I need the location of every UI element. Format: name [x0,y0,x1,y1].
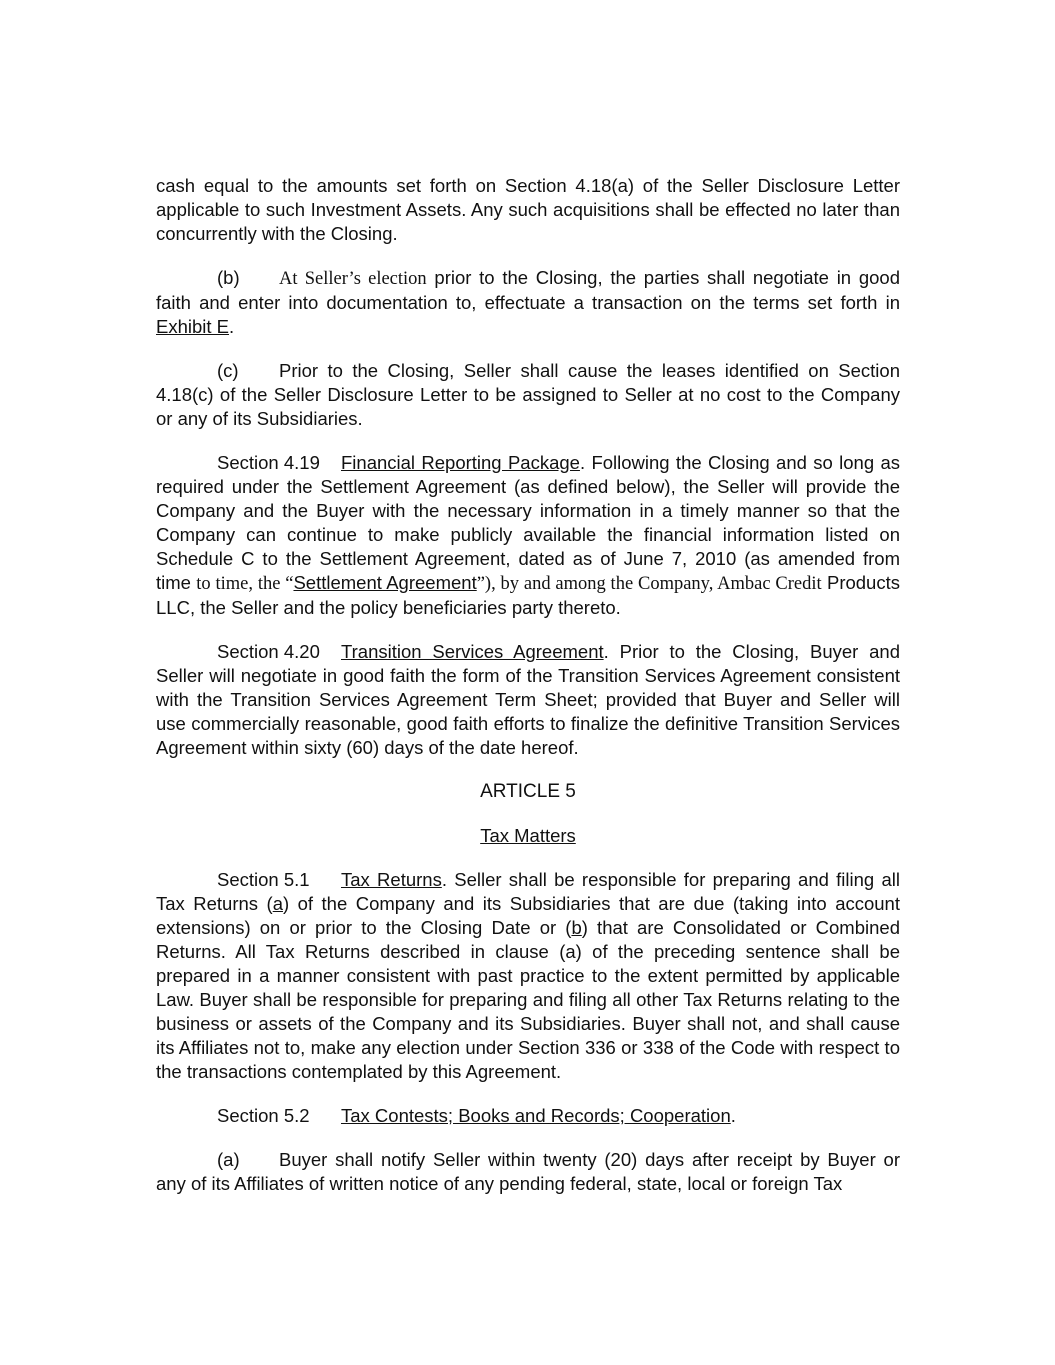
section-5-1 [156,868,900,1084]
paragraph-b [156,266,900,339]
section-title: Tax Contests; Books and Records; Cooperation [341,1105,731,1126]
paragraph-text: Products LLC, the Seller and the policy beneficiaries party thereto. [156,572,900,618]
clause-letter-b: b [571,917,582,938]
paragraph-text: . Prior to the Closing, Buyer and Seller will negotiate in good faith the form of the Transition Services Agreement consistent with the Transition Services Agreement Term Sheet; provided that Buyer and Seller will use commercially reasonable, good faith efforts to finalize the definitive Transition Services Agreement within sixty (60) days of the date hereof. [156,641,901,758]
paragraph-c [156,359,900,431]
clause-label: (c) [217,360,239,381]
section-number: Section 5.1 [217,869,310,890]
serif-text: ”), by and among the Company, Ambac Credit [476,574,822,594]
serif-text: to time, the “ [196,574,294,594]
paragraph-text: Prior to the Closing, Seller shall cause the leases identified on Section 4.18(c) of the Seller Disclosure Letter to be assigned to Seller at no cost to the Company or any of its Subsidiaries. [156,360,900,429]
clause-letter-a: a [272,893,283,914]
section-number: Section 4.19 [217,452,320,473]
paragraph-a [156,1148,900,1196]
article-title-text: Tax Matters [480,825,576,846]
paragraph-cash-equal [156,174,900,246]
section-number: Section 5.2 [217,1105,310,1126]
clause-label: (a) [217,1149,240,1170]
article-heading: ARTICLE 5 [480,781,576,802]
punctuation: . [229,316,235,337]
section-title: Transition Services Agreement [341,641,604,662]
document-page [156,174,900,1216]
paragraph-text: cash equal to the amounts set forth on Section 4.18(a) of the Seller Disclosure Letter applicable to such Investment Assets. Any such acquisitions shall be effected no later than concurrently with the Closing. [156,175,900,244]
section-title: Financial Reporting Package [341,452,580,473]
serif-text: At Seller’s election [279,269,427,289]
paragraph-text: . Following the Closing and so long as required under the Settlement Agreement (as defined below), the Seller will provide the Company and the Buyer with the necessary information in a timely manner so that the Company can continue to make publicly available the financial information listed on Schedule C to the Settlement Agreement, dated as of June 7, 2010 (as amended from time [156,452,900,593]
clause-label: (b) [217,267,240,288]
article-title [156,824,900,848]
defined-term: Settlement Agreement [293,572,477,593]
paragraph-text: ) that are Consolidated or Combined Returns. All Tax Returns described in clause (a) of the preceding sentence shall be prepared in a manner consistent with past practice to the extent permitted by applicable Law. Buyer shall be responsible for preparing and filing all other Tax Returns relating to the business or assets of the Company and its Subsidiaries. Buyer shall not, and shall cause its Affiliates not to, make any election under Section 336 or 338 of the Code with respect to the transactions contemplated by this Agreement. [156,917,900,1082]
paragraph-text: ) of the Company and its Subsidiaries that are due (taking into account extensions) on or prior to the Closing Date or ( [156,893,900,938]
section-4-19 [156,451,900,620]
paragraph-text: prior to the Closing, the parties shall negotiate in good faith and enter into documentation to, effectuate a transaction on the terms set forth in [156,267,900,313]
section-5-2 [156,1104,900,1128]
section-number: Section 4.20 [217,641,320,662]
exhibit-reference: Exhibit E [156,316,230,337]
section-4-20 [156,640,900,760]
paragraph-text: . Seller shall be responsible for preparing and filing all Tax Returns ( [156,869,900,914]
punctuation: . [730,1105,736,1126]
paragraph-text: Buyer shall notify Seller within twenty (20) days after receipt by Buyer or any of its Affiliates of written notice of any pending federal, state, local or foreign Tax [156,1149,900,1194]
section-title: Tax Returns [341,869,442,890]
